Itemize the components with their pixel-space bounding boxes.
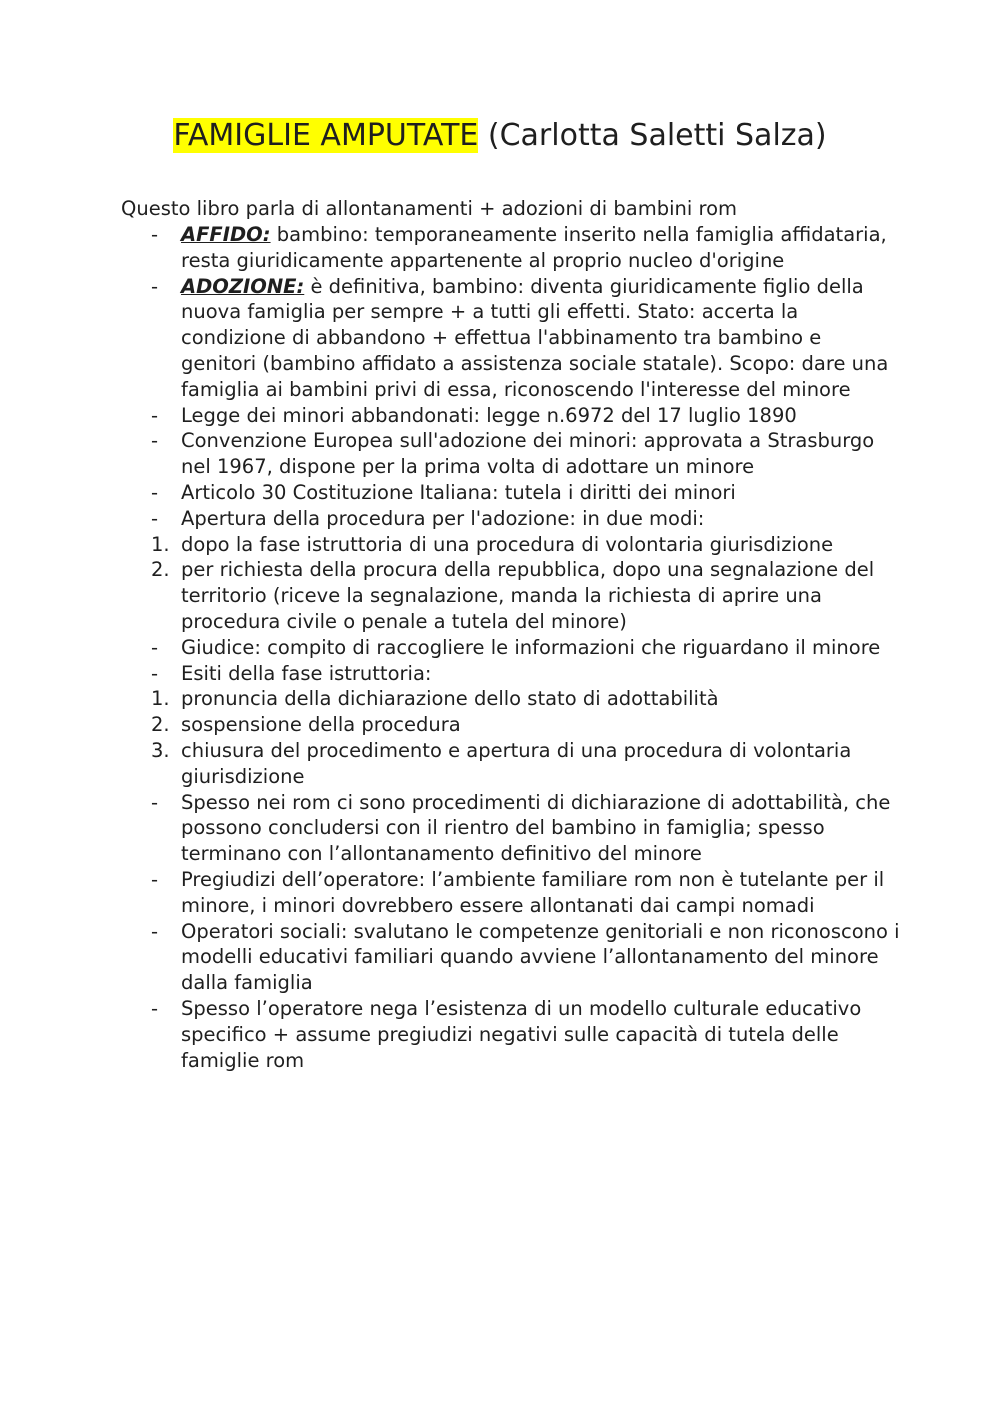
list-item-text	[181, 919, 901, 996]
list-marker: -	[151, 506, 159, 530]
list-item	[121, 635, 901, 661]
page-title	[0, 114, 1000, 158]
list-item-text	[181, 428, 901, 480]
list-item	[121, 712, 901, 738]
list-item-text	[181, 274, 901, 403]
list-item-text	[181, 790, 901, 867]
list-item	[121, 738, 901, 790]
list-marker: -	[151, 996, 159, 1020]
list-item-body: Spesso nei rom ci sono procedimenti di dichiarazione di adottabilità, che possono concludersi con il rientro del bambino in famiglia; spesso terminano con l’allontanamento definitivo del minore	[181, 790, 891, 866]
intro-paragraph: Questo libro parla di allontanamenti + adozioni di bambini rom	[121, 197, 738, 220]
list-item	[121, 428, 901, 480]
list-item	[121, 790, 901, 867]
list-item-body: Pregiudizi dell’operatore: l’ambiente familiare rom non è tutelante per il minore, i minori dovrebbero essere allontanati dai campi nomadi	[181, 867, 885, 917]
list-marker: 2.	[151, 713, 170, 737]
list-item-body: bambino: temporaneamente inserito nella famiglia affidataria, resta giuridicamente appartenente al proprio nucleo d'origine	[181, 223, 887, 272]
list-item	[121, 222, 901, 274]
list-item-text	[181, 557, 901, 634]
title-author: (Carlotta Saletti Salza)	[478, 118, 827, 153]
list-item-text	[181, 635, 901, 661]
list-item-text	[181, 712, 901, 738]
list-item-text	[181, 686, 901, 712]
list-item-text	[181, 738, 901, 790]
list-item-body: Convenzione Europea sull'adozione dei minori: approvata a Strasburgo nel 1967, dispone per la prima volta di adottare un minore	[181, 429, 875, 479]
list-item	[121, 996, 901, 1073]
list-item-text	[181, 661, 901, 687]
list-item-body: pronuncia della dichiarazione dello stato di adottabilità	[181, 687, 719, 711]
list-item-text	[181, 996, 901, 1073]
list-marker: 1.	[151, 532, 170, 556]
notes-list	[121, 222, 901, 1073]
list-item-body: per richiesta della procura della repubblica, dopo una segnalazione del territorio (riceve la segnalazione, manda la richiesta di aprire una procedura civile o penale a tutela del minore)	[181, 558, 875, 633]
list-marker: -	[151, 274, 159, 298]
list-item-body: Giudice: compito di raccogliere le informazioni che riguardano il minore	[181, 635, 881, 659]
list-item	[121, 867, 901, 919]
list-item-body: dopo la fase istruttoria di una procedura di volontaria giurisdizione	[181, 532, 834, 556]
list-item-body: Apertura della procedura per l'adozione: in due modi:	[181, 506, 705, 530]
list-marker: 1.	[151, 687, 170, 711]
list-item-text	[181, 532, 901, 558]
list-marker: 2.	[151, 558, 170, 582]
list-item-body: Esiti della fase istruttoria:	[181, 661, 432, 685]
list-marker: -	[151, 919, 159, 943]
title-highlighted: FAMIGLIE AMPUTATE	[173, 118, 479, 153]
list-marker: -	[151, 403, 159, 427]
term-keyword: ADOZIONE:	[181, 274, 305, 298]
list-item-body: Spesso l’operatore nega l’esistenza di un modello culturale educativo specifico + assume pregiudizi negativi sulle capacità di tutela delle famiglie rom	[181, 996, 862, 1072]
list-item	[121, 919, 901, 996]
list-item-body: è definitiva, bambino: diventa giuridicamente figlio della nuova famiglia per sempre + a tutti gli effetti. Stato: accerta la condizione di abbandono + effettua l'abbinamento tra bambino e genitori (bambino affidato a assistenza sociale statale). Scopo: dare una famiglia ai bambini privi di essa, riconoscendo l'interesse del minore	[181, 274, 889, 401]
list-item-text	[181, 480, 901, 506]
list-item	[121, 686, 901, 712]
list-marker: -	[151, 635, 159, 659]
list-marker: -	[151, 480, 159, 504]
list-marker: -	[151, 429, 159, 453]
list-item	[121, 274, 901, 403]
list-marker: -	[151, 661, 159, 685]
list-item-body: sospensione della procedura	[181, 713, 461, 737]
list-item	[121, 403, 901, 429]
list-marker: -	[151, 867, 159, 891]
list-item	[121, 557, 901, 634]
term-keyword: AFFIDO:	[181, 223, 271, 246]
list-marker: -	[151, 223, 159, 246]
list-item	[121, 661, 901, 687]
list-marker: 3.	[151, 738, 170, 762]
list-item-text	[181, 222, 901, 274]
list-item-body: chiusura del procedimento e apertura di una procedura di volontaria giurisdizione	[181, 738, 852, 788]
list-item-body: Operatori sociali: svalutano le competenze genitoriali e non riconoscono i modelli educativi familiari quando avviene l’allontanamento del minore dalla famiglia	[181, 919, 900, 995]
list-item-body: Articolo 30 Costituzione Italiana: tutela i diritti dei minori	[181, 480, 736, 504]
list-item-text	[181, 867, 901, 919]
list-item	[121, 532, 901, 558]
list-item	[121, 506, 901, 532]
list-item-text	[181, 506, 901, 532]
list-item-body: Legge dei minori abbandonati: legge n.6972 del 17 luglio 1890	[181, 403, 797, 427]
list-marker: -	[151, 790, 159, 814]
list-item	[121, 480, 901, 506]
list-item-text	[181, 403, 901, 429]
